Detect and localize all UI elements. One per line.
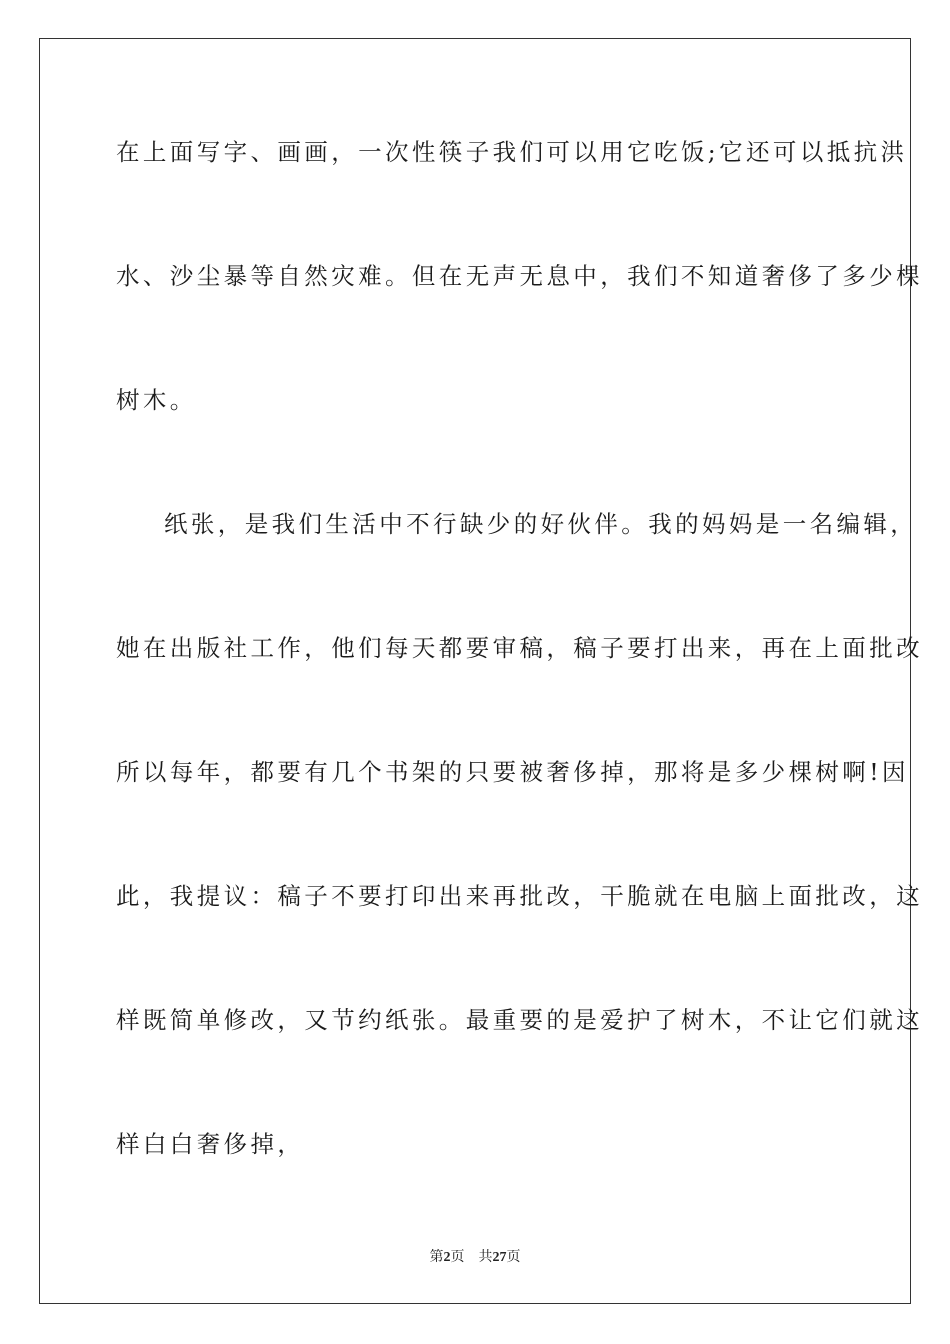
page-footer	[0, 1248, 950, 1267]
footer-total-pages: 27	[492, 1250, 507, 1265]
body-text-line-4: 纸张，是我们生活中不行缺少的好伙伴。我的妈妈是一名编辑，	[164, 510, 918, 538]
footer-page-number: 2	[443, 1250, 451, 1265]
footer-total-prefix: 共	[478, 1249, 493, 1265]
body-text-line-8: 样既简单修改，又节约纸张。最重要的是爱护了树木，不让它们就这	[116, 1006, 923, 1034]
body-text-line-2: 水、沙尘暴等自然灾难。但在无声无息中，我们不知道奢侈了多少棵	[116, 262, 923, 290]
body-text-line-6: 所以每年，都要有几个书架的只要被奢侈掉，那将是多少棵树啊!因	[116, 758, 909, 786]
body-text-line-1: 在上面写字、画画，一次性筷子我们可以用它吃饭;它还可以抵抗洪	[116, 138, 908, 166]
body-text-line-7: 此，我提议：稿子不要打印出来再批改，干脆就在电脑上面批改，这	[116, 882, 923, 910]
body-text-line-9: 样白白奢侈掉，	[116, 1130, 305, 1158]
footer-page-prefix: 第	[429, 1249, 444, 1265]
footer-page-suffix: 页	[450, 1249, 465, 1265]
page-frame	[39, 38, 923, 1304]
body-text-line-5: 她在出版社工作，他们每天都要审稿，稿子要打出来，再在上面批改	[116, 634, 923, 662]
body-text-line-3: 树木。	[116, 386, 197, 414]
footer-total-suffix: 页	[506, 1249, 521, 1265]
